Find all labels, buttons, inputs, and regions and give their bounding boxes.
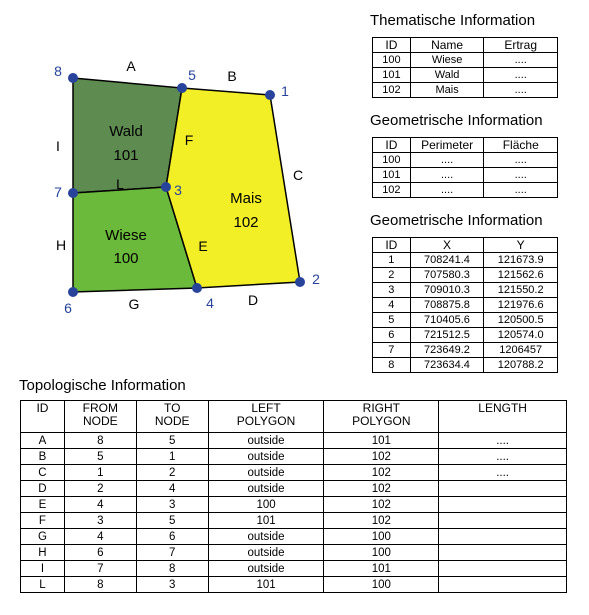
table-cell: 4 <box>136 481 208 497</box>
node-label-8: 8 <box>54 63 62 79</box>
edge-label-c: C <box>292 167 304 183</box>
table-cell: 8 <box>136 561 208 577</box>
table-cell: 121550.2 <box>484 283 558 298</box>
table-cell: 120500.5 <box>484 313 558 328</box>
edge-label-b: B <box>227 68 237 84</box>
geometric-polygon-table <box>372 137 558 198</box>
polygon-label-mais-name: Mais <box>230 190 262 207</box>
table-cell: 102 <box>324 513 439 529</box>
table-cell: outside <box>208 529 324 545</box>
table-row <box>21 513 567 529</box>
table-cell: .... <box>410 183 484 198</box>
node-label-7: 7 <box>54 184 62 200</box>
geometric-node-table <box>372 237 558 373</box>
table-cell: outside <box>208 449 324 465</box>
table-cell: 709010.3 <box>410 283 484 298</box>
table-cell: .... <box>484 83 558 98</box>
table-cell: Wald <box>410 68 484 83</box>
table-cell: 120788.2 <box>484 358 558 373</box>
table-cell: outside <box>208 561 324 577</box>
table-cell: 8 <box>64 577 136 593</box>
edge-label-e: E <box>198 238 208 254</box>
table-cell: 102 <box>324 449 439 465</box>
table-cell: 2 <box>64 481 136 497</box>
table-cell: E <box>21 497 65 513</box>
table-cell: 1 <box>136 449 208 465</box>
table-cell: 721512.5 <box>410 328 484 343</box>
node-3-dot <box>161 182 171 192</box>
edge-label-g: G <box>128 296 140 312</box>
table-cell: 3 <box>64 513 136 529</box>
table-row <box>373 328 558 343</box>
table-header: Perimeter <box>410 138 484 153</box>
table-row <box>373 298 558 313</box>
table-cell: 708241.4 <box>410 253 484 268</box>
table-row <box>373 53 558 68</box>
topological-title: Topologische Information <box>19 377 186 394</box>
edge-label-i: I <box>56 138 60 154</box>
table-header: X <box>410 238 484 253</box>
geometric-polygon-title: Geometrische Information <box>370 112 543 129</box>
table-cell: G <box>21 529 65 545</box>
table-header: ID <box>21 401 65 433</box>
node-label-6: 6 <box>64 300 72 316</box>
table-row <box>21 481 567 497</box>
table-cell: 101 <box>208 577 324 593</box>
table-header: ID <box>373 238 411 253</box>
table-header: ID <box>373 38 411 53</box>
table-header: Y <box>484 238 558 253</box>
table-cell: L <box>21 577 65 593</box>
table-cell: .... <box>439 465 567 481</box>
table-cell: C <box>21 465 65 481</box>
node-8-dot <box>68 73 78 83</box>
edge-label-l: L <box>116 176 124 192</box>
table-cell: 6 <box>64 545 136 561</box>
table-cell: B <box>21 449 65 465</box>
table-cell: H <box>21 545 65 561</box>
table-header: LEFT POLYGON <box>208 401 324 433</box>
node-label-5: 5 <box>188 67 196 83</box>
table-row <box>373 283 558 298</box>
table-cell: 8 <box>373 358 411 373</box>
table-cell: 6 <box>136 529 208 545</box>
node-1-dot <box>265 90 275 100</box>
geometric-node-title: Geometrische Information <box>370 212 543 229</box>
table-cell: 4 <box>64 497 136 513</box>
table-cell: F <box>21 513 65 529</box>
table-row <box>373 168 558 183</box>
table-row <box>21 433 567 449</box>
table-cell: 7 <box>373 343 411 358</box>
table-cell: 5 <box>136 513 208 529</box>
table-cell: 5 <box>373 313 411 328</box>
table-row <box>373 183 558 198</box>
table-header: Fläche <box>484 138 558 153</box>
table-cell <box>439 545 567 561</box>
polygon-label-wald-name: Wald <box>109 123 143 140</box>
table-cell: 3 <box>136 577 208 593</box>
table-cell: 102 <box>324 481 439 497</box>
polygon-label-wiese-id: 100 <box>113 250 139 267</box>
table-cell: outside <box>208 465 324 481</box>
table-cell: .... <box>484 153 558 168</box>
table-cell: 3 <box>373 283 411 298</box>
table-cell: 3 <box>136 497 208 513</box>
table-cell: .... <box>484 168 558 183</box>
table-cell: A <box>21 433 65 449</box>
node-label-4: 4 <box>206 295 214 311</box>
polygon-label-wald-id: 101 <box>113 147 139 164</box>
table-cell: 4 <box>64 529 136 545</box>
node-label-3: 3 <box>174 182 182 198</box>
node-4-dot <box>192 283 202 293</box>
table-row <box>21 529 567 545</box>
table-header: Ertrag <box>484 38 558 53</box>
table-cell: Mais <box>410 83 484 98</box>
polygon-map <box>0 0 360 340</box>
table-cell: 8 <box>64 433 136 449</box>
table-cell <box>439 561 567 577</box>
table-cell: .... <box>439 433 567 449</box>
table-cell <box>439 577 567 593</box>
table-cell: 2 <box>373 268 411 283</box>
table-cell: 100 <box>324 545 439 561</box>
table-cell: .... <box>484 183 558 198</box>
table-row <box>21 577 567 593</box>
table-cell: 2 <box>136 465 208 481</box>
table-cell: 723649.2 <box>410 343 484 358</box>
table-cell: 102 <box>324 497 439 513</box>
table-row <box>373 253 558 268</box>
table-cell: .... <box>439 449 567 465</box>
table-row <box>373 83 558 98</box>
table-cell: 102 <box>373 83 411 98</box>
topological-table <box>20 400 567 593</box>
table-cell: 4 <box>373 298 411 313</box>
table-row <box>21 449 567 465</box>
table-row <box>21 465 567 481</box>
table-cell: outside <box>208 481 324 497</box>
table-row <box>21 545 567 561</box>
table-cell: 101 <box>373 68 411 83</box>
table-cell: 101 <box>324 433 439 449</box>
table-cell: 708875.8 <box>410 298 484 313</box>
table-cell: 121976.6 <box>484 298 558 313</box>
polygon-label-wiese-name: Wiese <box>105 227 147 244</box>
table-cell: 100 <box>324 529 439 545</box>
table-cell: 100 <box>373 153 411 168</box>
edge-label-f: F <box>184 132 194 148</box>
table-cell: 5 <box>64 449 136 465</box>
table-cell: D <box>21 481 65 497</box>
table-cell: outside <box>208 545 324 561</box>
table-header: TO NODE <box>136 401 208 433</box>
table-cell: 7 <box>136 545 208 561</box>
table-cell: 102 <box>324 465 439 481</box>
table-row <box>21 561 567 577</box>
table-cell: I <box>21 561 65 577</box>
node-7-dot <box>68 188 78 198</box>
table-row <box>21 497 567 513</box>
polygon-label-mais-id: 102 <box>233 214 259 231</box>
table-cell: 121673.9 <box>484 253 558 268</box>
table-header: FROM NODE <box>64 401 136 433</box>
table-cell: 100 <box>324 577 439 593</box>
table-row <box>373 358 558 373</box>
node-6-dot <box>68 287 78 297</box>
table-cell: 120574.0 <box>484 328 558 343</box>
table-cell: 710405.6 <box>410 313 484 328</box>
table-cell: 100 <box>373 53 411 68</box>
table-cell <box>439 497 567 513</box>
table-cell: 102 <box>373 183 411 198</box>
table-cell: .... <box>410 168 484 183</box>
table-header: Name <box>410 38 484 53</box>
node-5-dot <box>177 83 187 93</box>
table-cell: 101 <box>324 561 439 577</box>
edge-label-d: D <box>247 292 259 308</box>
table-cell: 100 <box>208 497 324 513</box>
table-row <box>373 68 558 83</box>
node-label-2: 2 <box>312 271 320 287</box>
table-row <box>373 313 558 328</box>
table-cell: 723634.4 <box>410 358 484 373</box>
node-2-dot <box>295 277 305 287</box>
table-cell: 1206457 <box>484 343 558 358</box>
table-cell <box>439 481 567 497</box>
table-cell: 707580.3 <box>410 268 484 283</box>
table-cell: .... <box>484 68 558 83</box>
table-cell: 101 <box>208 513 324 529</box>
node-label-1: 1 <box>281 83 289 99</box>
table-cell: 7 <box>64 561 136 577</box>
table-cell: 101 <box>373 168 411 183</box>
table-row <box>373 153 558 168</box>
table-cell: .... <box>484 53 558 68</box>
table-cell: .... <box>410 153 484 168</box>
thematic-title: Thematische Information <box>370 12 536 29</box>
table-cell: 121562.6 <box>484 268 558 283</box>
table-header: ID <box>373 138 411 153</box>
thematic-table <box>372 37 558 98</box>
table-cell <box>439 513 567 529</box>
table-cell <box>439 529 567 545</box>
table-header: RIGHT POLYGON <box>324 401 439 433</box>
edge-label-h: H <box>55 237 67 253</box>
edge-label-a: A <box>126 58 136 74</box>
table-cell: 1 <box>64 465 136 481</box>
table-header: LENGTH <box>439 401 567 433</box>
table-row <box>373 343 558 358</box>
table-cell: 1 <box>373 253 411 268</box>
table-cell: 6 <box>373 328 411 343</box>
table-row <box>373 268 558 283</box>
table-cell: outside <box>208 433 324 449</box>
table-cell: Wiese <box>410 53 484 68</box>
table-cell: 5 <box>136 433 208 449</box>
